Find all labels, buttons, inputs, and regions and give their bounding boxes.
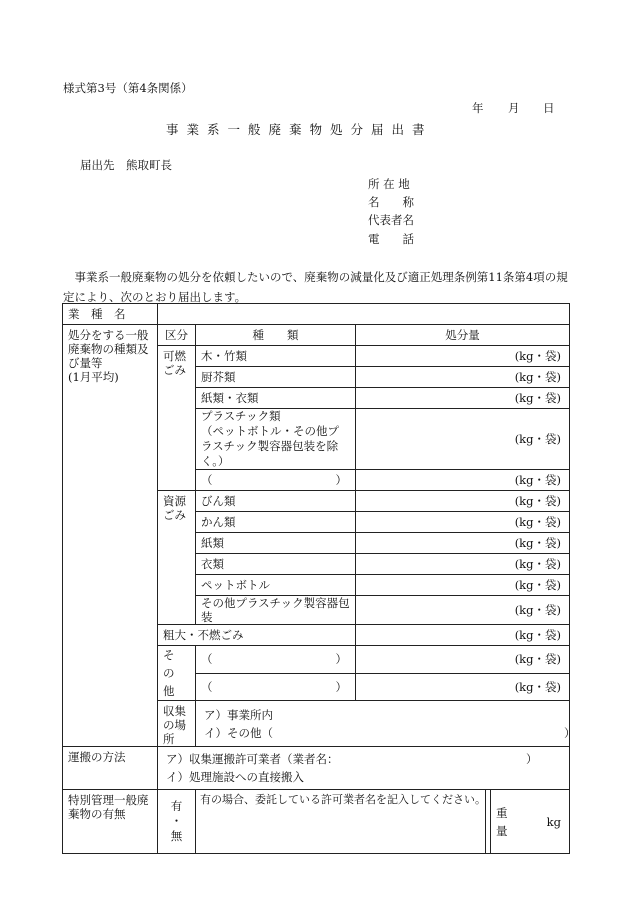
weight-label: 重 量 <box>496 805 508 838</box>
amount-field[interactable]: (kg・袋) <box>356 388 570 409</box>
amount-field[interactable]: (kg・袋) <box>356 625 570 646</box>
amount-field[interactable]: (kg・袋) <box>356 596 570 625</box>
addressee: 届出先 熊取町長 <box>80 158 172 172</box>
waste-type: 衣類 <box>196 554 356 575</box>
waste-type: 木・竹類 <box>196 346 356 367</box>
special-contractor-area <box>196 790 508 854</box>
collection-option-other[interactable]: イ）その他（ ） <box>204 725 576 740</box>
burnable-category: 可燃 ごみ <box>158 346 196 491</box>
applicant-address-label: 所 在 地 <box>368 177 410 191</box>
col-category-header: 区分 <box>158 325 196 346</box>
amount-field[interactable]: (kg・袋) <box>356 470 570 491</box>
applicant-name-label: 名 称 <box>368 195 414 209</box>
bulky-category: 粗大・不燃ごみ <box>158 625 356 646</box>
amount-field[interactable]: (kg・袋) <box>356 533 570 554</box>
transport-option-licensed[interactable]: ア）収集運搬許可業者（業者名： ） <box>166 752 538 766</box>
collection-option-onsite[interactable]: ア）事業所内 <box>204 707 273 722</box>
other-category: その他 <box>158 646 196 701</box>
special-yes-no[interactable]: 有 ・ 無 <box>158 790 196 854</box>
waste-type: その他プラスチック製容器包装 <box>196 596 356 625</box>
business-type-field[interactable] <box>158 304 570 325</box>
amount-field[interactable]: (kg・袋) <box>356 673 570 701</box>
amount-field[interactable]: (kg・袋) <box>356 575 570 596</box>
col-type-header: 種 類 <box>196 325 356 346</box>
waste-type: びん類 <box>196 491 356 512</box>
waste-type-plastic: プラスチック類 （ペットボトル・その他プラスチック製容器包装を除く。） <box>196 409 356 470</box>
other-type-field[interactable]: （ ） <box>196 673 356 701</box>
business-type-label: 業 種 名 <box>63 304 158 325</box>
waste-type: 紙類・衣類 <box>196 388 356 409</box>
transport-method-label: 運搬の方法 <box>63 747 158 790</box>
applicant-rep-label: 代表者名 <box>368 213 414 227</box>
waste-type: かん類 <box>196 512 356 533</box>
weight-field[interactable]: kg <box>486 790 570 854</box>
waste-type: 紙類 <box>196 533 356 554</box>
amount-field[interactable]: (kg・袋) <box>356 512 570 533</box>
amount-field[interactable]: (kg・袋) <box>356 346 570 367</box>
collection-place-label: 収集の場所 <box>158 701 196 747</box>
transport-option-direct[interactable]: イ）処理施設への直接搬入 <box>166 770 304 784</box>
document-title: 事業系一般廃棄物処分届出書 <box>166 122 433 137</box>
date-year: 年 <box>472 101 484 115</box>
date-month: 月 <box>508 101 520 115</box>
waste-type: 厨芥類 <box>196 367 356 388</box>
applicant-phone-label: 電 話 <box>368 232 414 246</box>
amount-field[interactable]: (kg・袋) <box>356 409 570 470</box>
col-amount-header: 処分量 <box>356 325 570 346</box>
amount-field[interactable]: (kg・袋) <box>356 491 570 512</box>
amount-field[interactable]: (kg・袋) <box>356 646 570 674</box>
form-number: 様式第3号（第4条関係） <box>63 81 193 95</box>
other-type-field[interactable]: （ ） <box>196 646 356 674</box>
disposal-form-table <box>62 303 576 854</box>
transport-method-options <box>158 747 570 790</box>
amount-field[interactable]: (kg・袋) <box>356 367 570 388</box>
special-waste-label: 特別管理一般廃棄物の有無 <box>63 790 158 854</box>
amount-field[interactable]: (kg・袋) <box>356 554 570 575</box>
date-day: 日 <box>543 101 555 115</box>
collection-place-options <box>196 701 576 747</box>
intro-text: 事業系一般廃棄物の処分を依頼したいので、廃棄物の減量化及び適正処理条例第11条第4項の規定により、次のとおり届出します。 <box>63 270 568 304</box>
waste-section-label: 処分をする一般廃棄物の種類及び量等 (1月平均) <box>63 325 158 747</box>
waste-type: ペットボトル <box>196 575 356 596</box>
special-contractor-note[interactable]: 有の場合、委託している許可業者名を記入してください。 <box>196 790 491 853</box>
recyclable-category: 資源 ごみ <box>158 491 196 625</box>
waste-type-other-field[interactable]: （ ） <box>196 470 356 491</box>
